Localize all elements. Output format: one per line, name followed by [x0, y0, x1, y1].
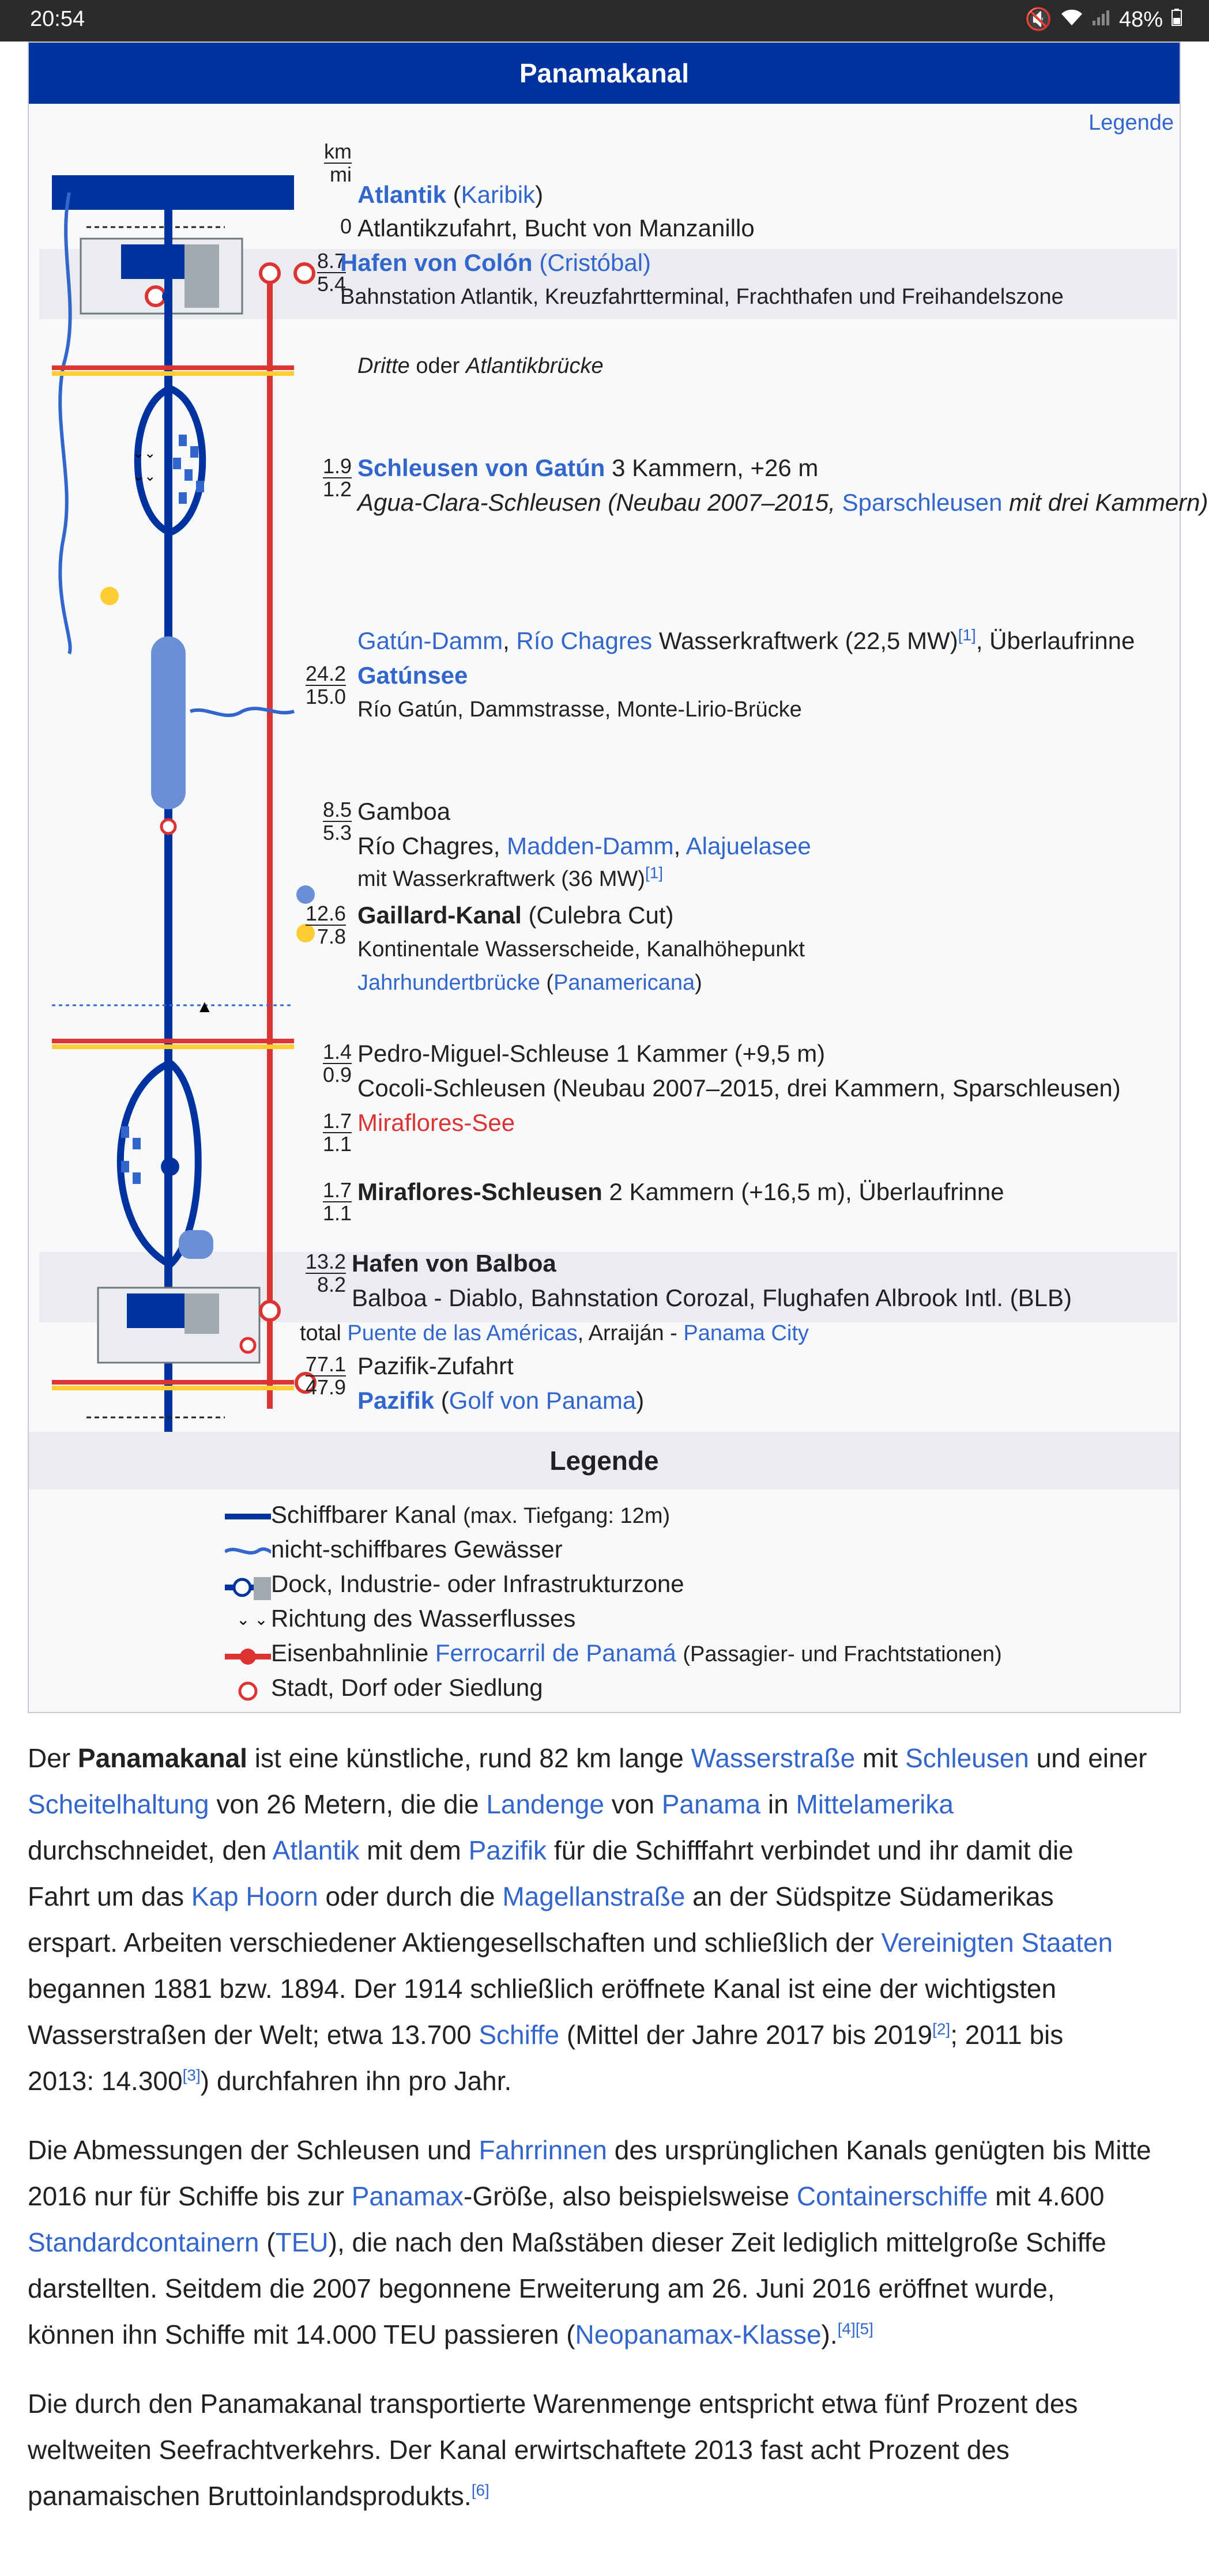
link-neopanamax[interactable]: Neopanamax-Klasse: [575, 2319, 822, 2349]
battery-level: 48%: [1118, 7, 1163, 32]
row-damm: Gatún-Damm, Río Chagres Wasserkraftwerk (22,5 MW)[1], Überlaufrinne: [357, 626, 1135, 654]
row-colon: [340, 249, 651, 277]
railway-station-colon: [261, 264, 279, 282]
link-gatunsee[interactable]: Gatúnsee: [357, 662, 468, 689]
paragraph-1: Der Panamakanal ist eine künstliche, rund 82 km lange Wasserstraße mit Schleusen und einer Scheitelhaltung von 26 Metern, die die Landenge von Panama in Mittelamerika durchschneidet, den Atlantik mit dem Pazifik für die Schifffahrt verbindet und ihr damit die Fahrt um das Kap Hoorn oder durch die Magellanstraße an der Südspitze Südamerikas erspart. Arbeiten verschiedener Aktiengesellschaften und schließlich der Vereinigten Staaten begannen 1881 bzw. 1894. Der 1914 schließlich eröffnete Kanal ist eine der wichtigsten Wasserstraßen der Welt; etwa 13.700 Schiffe (Mittel der Jahre 2017 bis 2019[2]; 2011 bis 2013: 14.300[3]) durchfahren ihn pro Jahr.: [28, 1743, 1147, 2096]
ref-1[interactable]: [1]: [958, 626, 976, 644]
link-sparschleusen[interactable]: Sparschleusen: [842, 489, 1003, 516]
link-rio-chagres[interactable]: Río Chagres: [516, 627, 653, 654]
legend-symbols: [225, 1507, 271, 1703]
link-panama-city[interactable]: Panama City: [683, 1321, 809, 1345]
row-see: [357, 662, 468, 689]
balboa-desc: Balboa - Diablo, Bahnstation Corozal, Flughafen Albrook Intl. (BLB): [352, 1284, 1072, 1311]
link-containerschiffe[interactable]: Containerschiffe: [796, 2181, 988, 2211]
ref-3[interactable]: [3]: [182, 2066, 201, 2084]
legend-richtung: Richtung des Wasserflusses: [271, 1605, 576, 1632]
gamboa-town: [161, 820, 175, 833]
link-scheitelhaltung[interactable]: Scheitelhaltung: [28, 1789, 209, 1819]
svg-text:▲: ▲: [196, 997, 213, 1016]
km-pedro: 1.4 0.9: [322, 1040, 352, 1087]
railway-line: [267, 279, 273, 1409]
mute-icon: 🔇: [1025, 7, 1052, 32]
row-pazifik-zufahrt: Pazifik-Zufahrt: [357, 1352, 514, 1379]
svg-text:⌄⌄: ⌄⌄: [133, 446, 156, 461]
km-balboa: 13.2 8.2: [305, 1250, 346, 1296]
ref-6[interactable]: [6]: [471, 2481, 489, 2499]
link-vereinigte-staaten[interactable]: Vereinigten Staaten: [881, 1928, 1113, 1958]
link-ferrocarril[interactable]: Ferrocarril de Panamá: [435, 1639, 676, 1666]
power-station-gatun: [100, 587, 119, 605]
km-miralocks: 1.7 1.1: [322, 1178, 352, 1225]
link-puente-americas[interactable]: Puente de las Américas: [347, 1321, 578, 1345]
link-panamericana[interactable]: Panamericana: [553, 971, 695, 995]
status-icons: [1025, 7, 1182, 32]
row-wasserkraft: mit Wasserkraftwerk (36 MW)[1]: [357, 863, 664, 891]
link-miraflores-see[interactable]: Miraflores-See: [357, 1109, 515, 1136]
colon-dock-grey: [184, 244, 219, 308]
atlantic-bar: [52, 175, 294, 210]
row-jahrhundertbruecke: Jahrhundertbrücke (Panamericana): [357, 971, 702, 995]
link-kap-hoorn[interactable]: Kap Hoorn: [191, 1881, 318, 1911]
row-agua-clara: Agua-Clara-Schleusen (Neubau 2007–2015, Sparschleusen mit drei Kammern): [357, 489, 1208, 516]
link-atlantik-text[interactable]: Atlantik: [272, 1835, 360, 1865]
link-alajuelasee[interactable]: Alajuelasee: [686, 832, 811, 859]
link-panamax[interactable]: Panamax: [351, 2181, 464, 2211]
link-golf-panama[interactable]: Golf von Panama: [449, 1387, 636, 1414]
link-fahrrinnen[interactable]: Fahrrinnen: [479, 2135, 607, 2165]
link-hafen-colon[interactable]: Hafen von Colón: [340, 249, 533, 276]
row-gaillard: Gaillard-Kanal (Culebra Cut): [357, 902, 674, 929]
link-standardcontainern[interactable]: Standardcontainern: [28, 2227, 259, 2257]
row-bruecke: Dritte oder Atlantikbrücke: [357, 354, 604, 378]
ref-4[interactable]: [4]: [837, 2319, 856, 2338]
km-zufahrt: 0: [340, 214, 352, 238]
row-gatun-locks: Schleusen von Gatún 3 Kammern, +26 m: [357, 454, 819, 481]
bridge-third-yellow: [52, 371, 294, 376]
legend-kanal: Schiffbarer Kanal (max. Tiefgang: 12m): [271, 1501, 671, 1528]
link-karibik[interactable]: Karibik: [461, 181, 536, 208]
row-balboa: Hafen von Balboa: [352, 1250, 556, 1277]
row-pedro: Pedro-Miguel-Schleuse 1 Kammer (+9,5 m): [357, 1040, 826, 1067]
legend-title: Legende: [29, 1432, 1180, 1489]
status-bar: [0, 0, 1209, 42]
km-gamboa: 8.5 5.3: [322, 798, 352, 844]
km-gaillard: 12.6 7.8: [305, 902, 346, 948]
row-zufahrt: Atlantikzufahrt, Bucht von Manzanillo: [357, 214, 755, 242]
km-pazifik: 77.1 47.9: [305, 1352, 346, 1399]
link-magellanstrasse[interactable]: Magellanstraße: [502, 1881, 686, 1911]
bridge-third-red: [52, 365, 294, 370]
legend-stadt: Stadt, Dorf oder Siedlung: [271, 1674, 543, 1701]
link-teu[interactable]: TEU: [275, 2227, 329, 2257]
row-cocoli: Cocoli-Schleusen (Neubau 2007–2015, drei Kammern, Sparschleusen): [357, 1074, 1121, 1102]
link-landenge[interactable]: Landenge: [486, 1789, 604, 1819]
river-left: [60, 193, 70, 654]
link-madden-damm[interactable]: Madden-Damm: [507, 832, 674, 859]
row-rio-chagres: Río Chagres, Madden-Damm, Alajuelasee: [357, 832, 811, 859]
ref-5[interactable]: [5]: [855, 2319, 873, 2338]
km-see: 24.2 15.0: [305, 662, 346, 708]
infobox-title: Panamakanal: [29, 43, 1180, 104]
row-atlantik: Atlantik (Karibik): [357, 181, 544, 208]
link-cristobal[interactable]: (Cristóbal): [539, 249, 651, 276]
link-jahrhundertbruecke[interactable]: Jahrhundertbrücke: [357, 971, 540, 995]
gatun-lake: [151, 636, 186, 809]
unit-km-mi: km mi: [324, 139, 352, 186]
km-gatun-locks: 1.9 1.2: [322, 454, 352, 501]
paragraph-2: Die Abmessungen der Schleusen und Fahrrinnen des ursprünglichen Kanals genügten bis Mitte 2016 nur für Schiffe bis zur Panamax-Größe, also beispielsweise Containerschiffe mit 4.600 Standardcontainern (TEU), die nach den Maßstäben dieser Zeit lediglich mittelgroße Schiffe darstellten. Seitdem die 2007 begonnene Erweiterung am 26. Juni 2016 eröffnet wurde, können ihn Schiffe mit 14.000 TEU passieren (Neopanamax-Klasse).[4][5]: [28, 2135, 1151, 2349]
infobox: [28, 42, 1208, 1713]
link-schleusen[interactable]: Schleusen: [905, 1743, 1029, 1773]
link-schiffe[interactable]: Schiffe: [479, 2020, 560, 2050]
svg-text:⌄ ⌄: ⌄ ⌄: [236, 1611, 268, 1628]
legend-gewaesser: nicht-schiffbares Gewässer: [271, 1536, 563, 1563]
link-panama[interactable]: Panama: [661, 1789, 761, 1819]
see-desc: Río Gatún, Dammstrasse, Monte-Lirio-Brücke: [357, 697, 802, 722]
link-schleusen-gatun[interactable]: Schleusen von Gatún: [357, 454, 605, 481]
ref-1b[interactable]: [1]: [645, 863, 664, 882]
wifi-icon: [1060, 7, 1083, 32]
legend-bahn: Eisenbahnlinie Ferrocarril de Panamá (Passagier- und Frachtstationen): [271, 1639, 1002, 1666]
svg-text:⌄⌄: ⌄⌄: [133, 469, 156, 484]
colon-desc: Bahnstation Atlantik, Kreuzfahrtterminal, Frachthafen und Freihandelszone: [340, 285, 1064, 309]
battery-icon: [1171, 7, 1182, 32]
link-wasserstrasse[interactable]: Wasserstraße: [691, 1743, 856, 1773]
paragraph-3: Die durch den Panamakanal transportierte Warenmenge entspricht etwa fünf Prozent des weltweiten Seefrachtverkehrs. Der Kanal erwirtschaftete 2013 fast acht Prozent des panamaischen Bruttoinlandsprodukts.[6]: [28, 2389, 1078, 2511]
ref-2[interactable]: [2]: [932, 2020, 951, 2038]
status-time: 20:54: [30, 7, 85, 31]
link-pazifik-text[interactable]: Pazifik: [468, 1835, 547, 1865]
legend-dock: Dock, Industrie- oder Infrastrukturzone: [271, 1570, 684, 1597]
row-pazifik: Pazifik (Golf von Panama): [357, 1387, 645, 1414]
row-miralocks: Miraflores-Schleusen 2 Kammern (+16,5 m), Überlaufrinne: [357, 1178, 1004, 1205]
km-colon: 8.7 5.4: [317, 249, 346, 296]
link-mittelamerika[interactable]: Mittelamerika: [796, 1789, 954, 1819]
legend-link[interactable]: Legende: [1089, 111, 1174, 135]
gaillard-desc: Kontinentale Wasserscheide, Kanalhöhepunkt: [357, 937, 805, 961]
link-atlantik[interactable]: Atlantik: [357, 181, 447, 208]
row-puente: total Puente de las Américas, Arraiján - Panama City: [300, 1321, 809, 1345]
link-pazifik-box[interactable]: Pazifik: [357, 1387, 435, 1414]
signal-icon: [1091, 7, 1111, 32]
km-mirasee: 1.7 1.1: [322, 1109, 352, 1156]
row-gamboa: Gamboa: [357, 798, 451, 825]
link-gatun-damm[interactable]: Gatún-Damm: [357, 627, 503, 654]
